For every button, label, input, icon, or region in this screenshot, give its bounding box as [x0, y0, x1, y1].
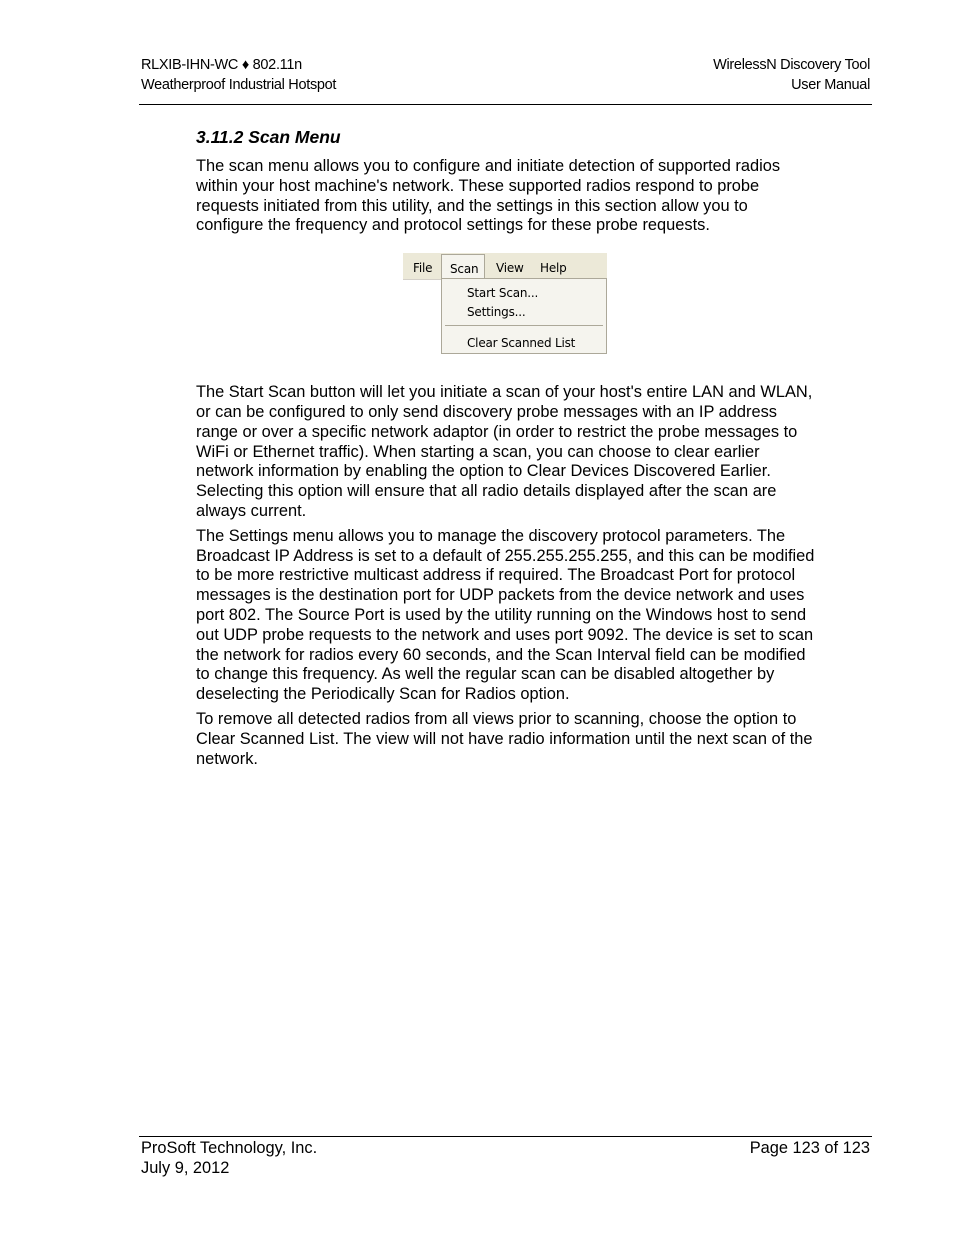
header-product — [141, 56, 336, 95]
menu-view[interactable]: View — [496, 261, 524, 276]
main-content — [196, 126, 818, 774]
intro-paragraph: The scan menu allows you to configure and initiate detection of supported radios within your host machine's network. These supported radios respond to probe requests initiated from this utility, and the settings in this section allow you to configure the frequency and protocol settings for these probe requests. — [196, 157, 781, 235]
footer-company: ProSoft Technology, Inc. — [141, 1139, 318, 1157]
menu-item-settings[interactable]: Settings... — [467, 305, 526, 320]
footer-date: July 9, 2012 — [141, 1158, 230, 1177]
menu-item-clear-scanned-list[interactable]: Clear Scanned List — [467, 336, 576, 351]
footer-page-number: Page 123 of 123 — [749, 1139, 870, 1157]
menu-scan[interactable]: Scan — [441, 254, 485, 278]
header-product-name: Weatherproof Industrial Hotspot — [141, 76, 337, 93]
section-heading: 3.11.2 Scan Menu — [196, 127, 341, 147]
settings-paragraph: The Settings menu allows you to manage the discovery protocol parameters. The Broadcast IP Address is set to a default of 255.255.255.255, and this can be modified to be more restrictive multicast address if required. The Broadcast Port for protocol messages is the destination port for UDP packets from the device network and uses port 802. The Source Port is used by the utility running on the Windows host to send out UDP probe requests to the network and uses port 9092. The device is set to scan the network for radios every 60 seconds, and the Scan Interval field can be modified to change this frequency. As well the regular scan can be disabled altogether by deselecting the Periodically Scan for Radios option. — [196, 526, 815, 704]
footer-divider — [139, 1136, 872, 1137]
header-doc-type: User Manual — [791, 76, 870, 93]
menu-help[interactable]: Help — [540, 261, 567, 276]
header-tool-name: WirelessN Discovery Tool — [713, 57, 870, 73]
header-doc — [713, 56, 870, 95]
scan-menu-figure — [196, 241, 818, 383]
start-scan-paragraph: The Start Scan button will let you initiate a scan of your host's entire LAN and WLAN, or can be configured to only send discovery probe messages with an IP address range or over a specific network adaptor (in order to restrict the probe messages to WiFi or Ethernet traffic). When starting a scan, you can choose to clear earlier network information by enabling the option to Clear Devices Discovered Earlier. Selecting this option will ensure that all radio details displayed after the scan are always current. — [196, 383, 813, 520]
header-model: RLXIB-IHN-WC ♦ 802.11n — [141, 57, 302, 73]
menubar — [403, 253, 607, 280]
menu-item-start-scan[interactable]: Start Scan... — [467, 286, 539, 301]
menu-separator — [445, 325, 603, 326]
scan-menu-screenshot — [403, 253, 607, 357]
footer-left — [141, 1139, 317, 1179]
menu-file[interactable]: File — [413, 261, 433, 276]
scan-dropdown — [441, 278, 607, 354]
header-divider — [139, 104, 872, 105]
clear-list-paragraph: To remove all detected radios from all views prior to scanning, choose the option to Clear Scanned List. The view will not have radio information until the next scan of the network. — [196, 709, 813, 768]
